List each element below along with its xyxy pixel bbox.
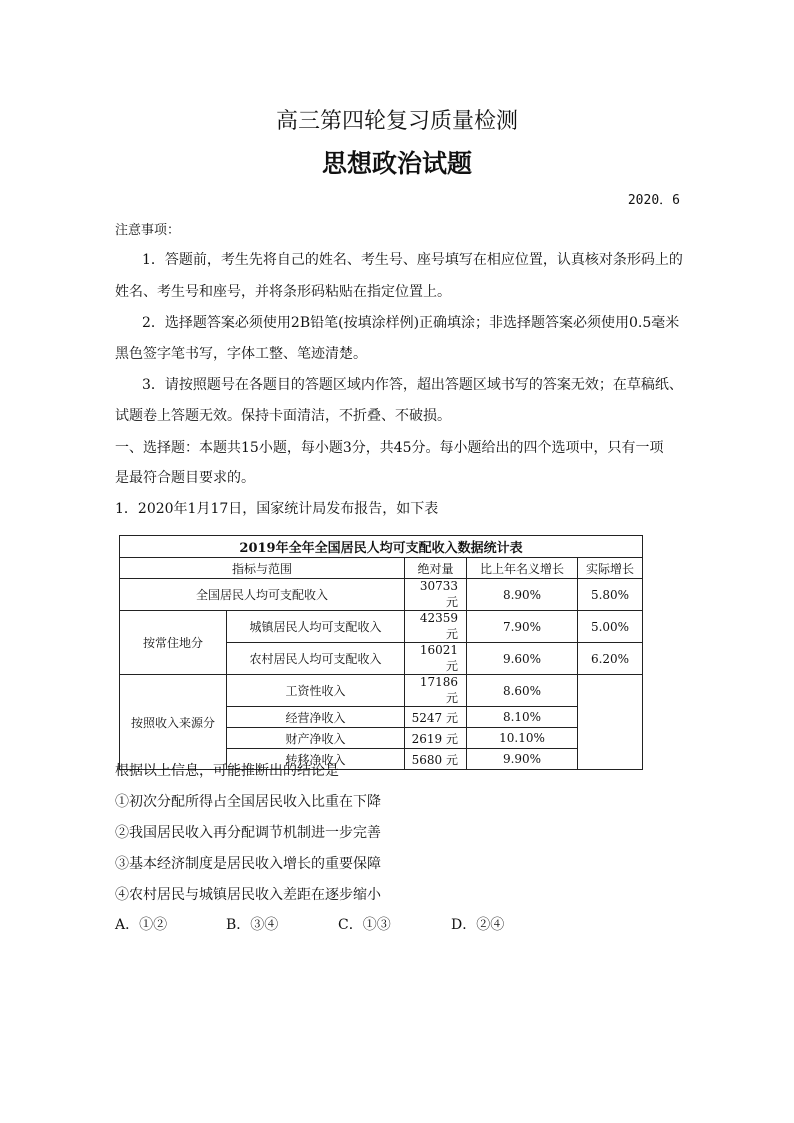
exam-subject: 思想政治试题 [321,149,472,178]
row-label: 财产净收入 [227,728,405,749]
note-3-line-2: 试题卷上答题无效。保持卡面清洁，不折叠、不破损。 [115,408,451,424]
notes-heading: 注意事项： [115,223,181,238]
row-nominal: 8.60% [467,675,578,707]
income-statistics-table [119,535,643,770]
row-value: 17186 元 [405,675,467,707]
option-b: B．③④ [226,917,279,933]
row-value: 2619 元 [405,728,467,749]
option-d: D．②④ [451,917,505,933]
note-3-line-1: 3．请按照题号在各题目的答题区域内作答，超出答题区域书写的答案无效；在草稿纸、 [142,377,683,393]
row-nominal: 8.90% [467,579,578,611]
row-label: 农村居民人均可支配收入 [227,643,405,675]
note-2-line-1: 2．选择题答案必须使用2B铅笔(按填涂样例)正确填涂；非选择题答案必须使用0.5毫米 [142,315,680,331]
header-absolute: 绝对量 [405,558,467,579]
header-nominal-growth: 比上年名义增长 [467,558,578,579]
row-label: 全国居民人均可支配收入 [120,579,405,611]
row-nominal: 8.10% [467,707,578,728]
row-nominal: 9.60% [467,643,578,675]
row-real: 6.20% [578,643,643,675]
section-instruction-line-2: 是最符合题目要求的。 [115,470,255,486]
note-2-line-2: 黑色签字笔书写，字体工整、笔迹清楚。 [115,346,367,362]
empty-real-growth-cell [578,675,643,770]
section-instruction-line-1: 一、选择题：本题共15小题，每小题3分，共45分。每小题给出的四个选项中，只有一项 [115,440,664,456]
exam-date: 2020．6 [627,193,680,208]
option-a: A．①② [115,917,168,933]
exam-title: 高三第四轮复习质量检测 [275,109,518,134]
question-1-stem: 1．2020年1月17日，国家统计局发布报告，如下表 [115,501,439,517]
statement-4: ④农村居民与城镇居民收入差距在逐步缩小 [115,887,381,903]
row-value: 16021 元 [405,643,467,675]
row-label: 经营净收入 [227,707,405,728]
row-value: 5247 元 [405,707,467,728]
group-by-source: 按照收入来源分 [120,675,227,770]
row-nominal: 9.90% [467,749,578,770]
table-caption: 2019年全年全国居民人均可支配收入数据统计表 [120,536,643,558]
header-real-growth: 实际增长 [578,558,643,579]
row-real: 5.80% [578,579,643,611]
row-value: 42359 元 [405,611,467,643]
note-1-line-1: 1．答题前，考生先将自己的姓名、考生号、座号填写在相应位置，认真核对条形码上的 [142,252,683,268]
header-indicator: 指标与范围 [120,558,405,579]
statement-3: ③基本经济制度是居民收入增长的重要保障 [115,856,381,872]
statement-1: ①初次分配所得占全国居民收入比重在下降 [115,794,381,810]
table-row [120,675,643,707]
group-by-residence: 按常住地分 [120,611,227,675]
table-row [120,611,643,643]
note-1-line-2: 姓名、考生号和座号，并将条形码粘贴在指定位置上。 [115,284,451,300]
question-1-prompt: 根据以上信息，可能推断出的结论是 [115,763,339,779]
table-header-row [120,558,643,579]
row-real: 5.00% [578,611,643,643]
row-nominal: 10.10% [467,728,578,749]
table-row [120,579,643,611]
statement-2: ②我国居民收入再分配调节机制进一步完善 [115,825,381,841]
row-label: 城镇居民人均可支配收入 [227,611,405,643]
row-value: 30733 元 [405,579,467,611]
row-label: 工资性收入 [227,675,405,707]
row-nominal: 7.90% [467,611,578,643]
row-value: 5680 元 [405,749,467,770]
row-label: 转移净收入 [227,749,405,770]
option-c: C．①③ [338,917,391,933]
